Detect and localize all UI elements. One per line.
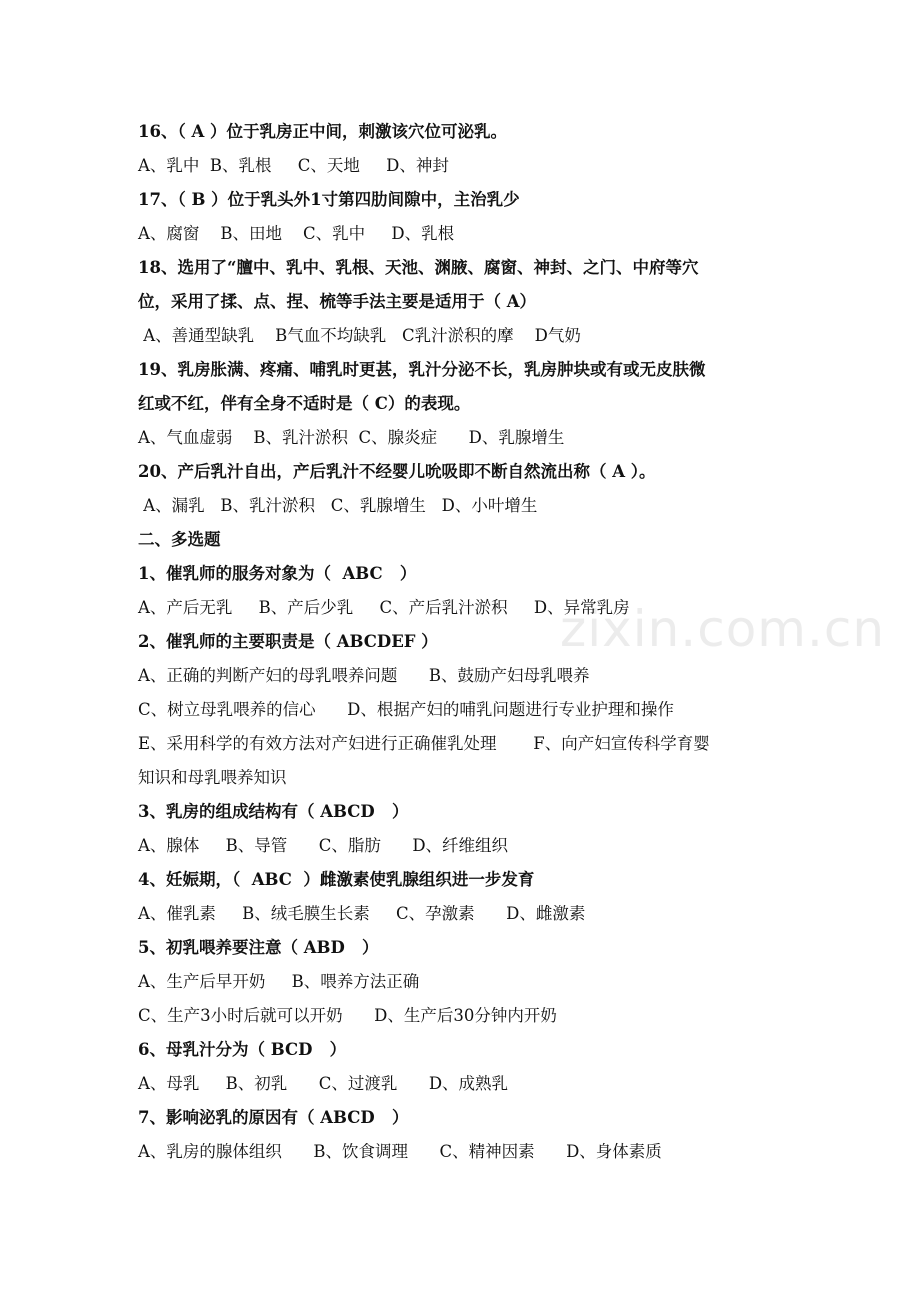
option-line: A、生产后早开奶 B、喂养方法正确 <box>138 972 420 991</box>
question-line: 5、初乳喂养要注意（ ABD ） <box>138 938 379 957</box>
question-line: 二、多选题 <box>138 530 221 549</box>
option-line: C、生产3小时后就可以开奶 D、生产后30分钟内开奶 <box>138 1006 557 1025</box>
option-line: C、树立母乳喂养的信心 D、根据产妇的哺乳问题进行专业护理和操作 <box>138 700 674 719</box>
question-line: 20、产后乳汁自出，产后乳汁不经婴儿吮吸即不断自然流出称（ A ）。 <box>138 462 656 481</box>
question-line: 4、妊娠期，（ ABC ）雌激素使乳腺组织进一步发育 <box>138 870 535 889</box>
option-line: A、腺体 B、导管 C、脂肪 D、纤维组织 <box>138 836 509 855</box>
question-line: 7、影响泌乳的原因有（ ABCD ） <box>138 1108 409 1127</box>
option-line: A、正确的判断产妇的母乳喂养问题 B、鼓励产妇母乳喂养 <box>138 666 590 685</box>
question-line: 1、催乳师的服务对象为（ ABC ） <box>138 564 417 583</box>
option-line: A、乳房的腺体组织 B、饮食调理 C、精神因素 D、身体素质 <box>138 1142 662 1161</box>
option-line: A、漏乳 B、乳汁淤积 C、乳腺增生 D、小叶增生 <box>138 496 538 515</box>
option-line: 知识和母乳喂养知识 <box>138 768 287 787</box>
option-line: A、善通型缺乳 B气血不均缺乳 C乳汁淤积的摩 D气奶 <box>138 326 581 345</box>
question-line: 16、（ A ）位于乳房正中间，刺激该穴位可泌乳。 <box>138 122 508 141</box>
option-line: A、气血虚弱 B、乳汁淤积 C、腺炎症 D、乳腺增生 <box>138 428 565 447</box>
question-line: 18、选用了“膻中、乳中、乳根、天池、渊腋、腐窗、神封、之门、中府等穴 <box>138 258 699 277</box>
option-line: A、催乳素 B、绒毛膜生长素 C、孕激素 D、雌激素 <box>138 904 586 923</box>
question-line: 6、母乳汁分为（ BCD ） <box>138 1040 347 1059</box>
question-line: 17、（ B ）位于乳头外1寸第四肋间隙中，主治乳少 <box>138 190 520 209</box>
question-line: 红或不红，伴有全身不适时是（ C）的表现。 <box>138 394 471 413</box>
question-line: 位，采用了揉、点、捏、梳等手法主要是适用于（ A） <box>138 292 537 311</box>
question-line: 19、乳房胀满、疼痛、哺乳时更甚，乳汁分泌不长，乳房肿块或有或无皮肤微 <box>138 360 706 379</box>
option-line: A、产后无乳 B、产后少乳 C、产后乳汁淤积 D、异常乳房 <box>138 598 630 617</box>
option-line: E、采用科学的有效方法对产妇进行正确催乳处理 F、向产妇宣传科学育婴 <box>138 734 710 753</box>
option-line: A、乳中 B、乳根 C、天地 D、神封 <box>138 156 449 175</box>
question-line: 2、催乳师的主要职责是（ ABCDEF ） <box>138 632 438 651</box>
option-line: A、母乳 B、初乳 C、过渡乳 D、成熟乳 <box>138 1074 509 1093</box>
option-line: A、腐窗 B、田地 C、乳中 D、乳根 <box>138 224 455 243</box>
question-line: 3、乳房的组成结构有（ ABCD ） <box>138 802 409 821</box>
watermark: zixin.com.cn <box>560 600 886 658</box>
